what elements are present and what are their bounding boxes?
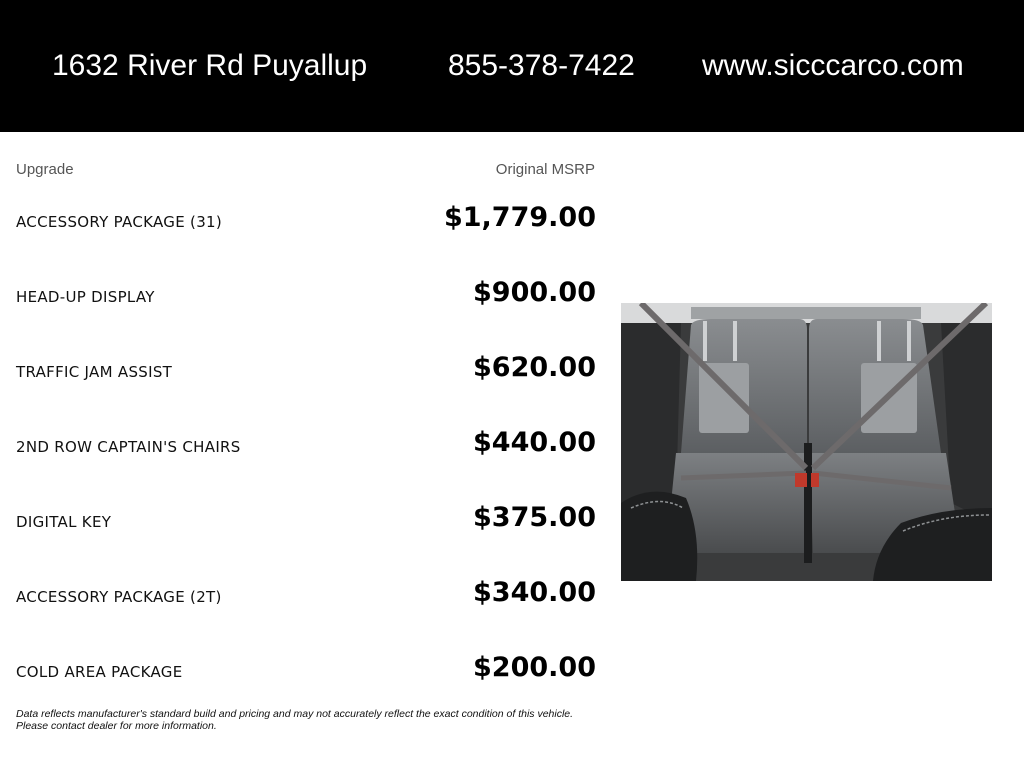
upgrade-price: $440.00	[473, 427, 596, 458]
upgrade-name: cold area package	[16, 658, 183, 683]
upgrade-price: $620.00	[473, 352, 596, 383]
disclaimer-text	[16, 708, 606, 732]
upgrade-column-header: Upgrade	[16, 161, 74, 178]
dealer-phone[interactable]: 855-378-7422	[448, 49, 635, 82]
upgrade-row	[16, 200, 596, 275]
upgrade-price: $340.00	[473, 577, 596, 608]
disclaimer-line-1: Data reflects manufacturer's standard build and pricing and may not accurately reflect the exact condition of this vehicle.	[16, 708, 574, 720]
dealer-website[interactable]: www.sicccarco.com	[702, 49, 964, 82]
upgrade-price: $1,779.00	[443, 202, 596, 233]
upgrade-row	[16, 500, 596, 575]
upgrade-name: digital key	[16, 508, 112, 533]
upgrade-row	[16, 275, 596, 350]
upgrade-name: accessory package (2t)	[16, 583, 222, 608]
vehicle-interior-photo	[621, 303, 992, 581]
upgrade-row	[16, 575, 596, 650]
upgrade-price: $375.00	[473, 502, 596, 533]
upgrade-list	[16, 200, 596, 725]
dealer-header	[0, 0, 1024, 132]
upgrade-name: head-up display	[16, 283, 155, 308]
upgrade-row	[16, 350, 596, 425]
upgrade-price: $900.00	[473, 277, 596, 308]
upgrade-name: accessory package (31)	[16, 208, 223, 233]
upgrade-price: $200.00	[473, 652, 596, 683]
msrp-column-header: Original MSRP	[495, 161, 595, 178]
dealer-address: 1632 River Rd Puyallup	[52, 49, 368, 82]
upgrade-name: traffic jam assist	[16, 358, 173, 383]
upgrade-row	[16, 425, 596, 500]
upgrade-name: 2nd row captain's chairs	[16, 433, 241, 458]
rear-seats-illustration	[621, 303, 992, 581]
disclaimer-line-2: Please contact dealer for more information.	[16, 720, 217, 732]
